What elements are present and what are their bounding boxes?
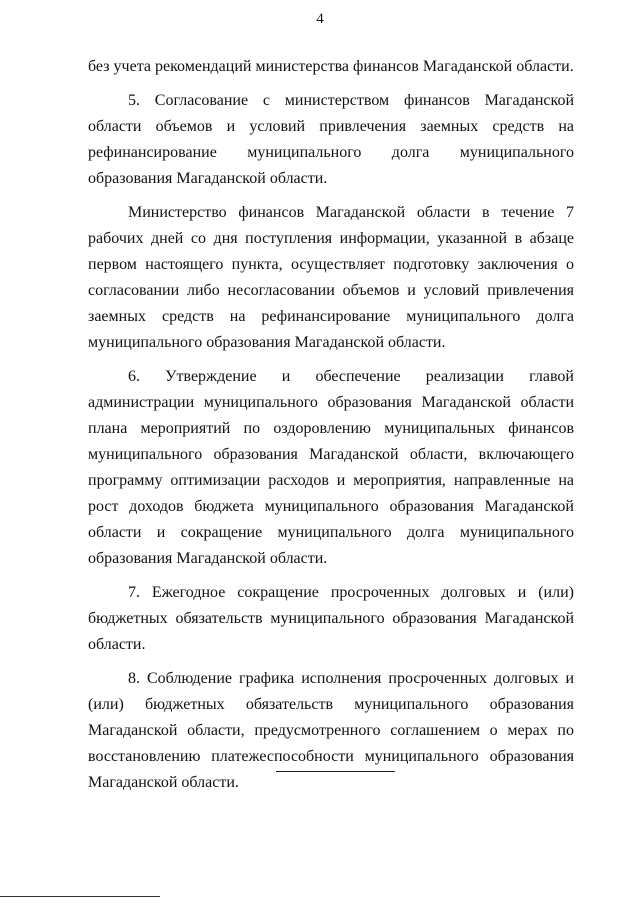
paragraph-item-5-detail: Министерство финансов Магаданской области в течение 7 рабочих дней со дня поступления информации, указанной в абзаце первом настоящего пункта, осуществляет подготовку заключения о согласовании либо несогласовании объемов и условий привлечения заемных средств на рефинансирование муниципального долга муниципального образования Магаданской области. [88,204,574,351]
paragraph-item-7: 7. Ежегодное сокращение просроченных долговых и (или) бюджетных обязательств муниципального образования Магаданской области. [88,584,574,653]
document-body [88,54,574,804]
paragraph-continuation: без учета рекомендаций министерства финансов Магаданской области. [88,58,574,75]
footer-divider [0,896,160,897]
paragraph-item-6: 6. Утверждение и обеспечение реализации главой администрации муниципального образования Магаданской области плана мероприятий по оздоровлению муниципальных финансов муниципального образования Магаданской области, включающего программу оптимизации расходов и мероприятия, направленные на рост доходов бюджета муниципального образования Магаданской области и сокращение муниципального долга муниципального образования Магаданской области. [88,368,574,567]
end-of-text-divider [276,771,395,772]
paragraph-item-5: 5. Согласование с министерством финансов Магаданской области объемов и условий привлечения заемных средств на рефинансирование муниципального долга муниципального образования Магаданской области. [88,92,574,187]
page-number: 4 [316,11,324,27]
paragraph-item-8: 8. Соблюдение графика исполнения просроченных долговых и (или) бюджетных обязательств муниципального образования Магаданской области, предусмотренного соглашением о мерах по восстановлению платежеспособности муниципального образования Магаданской области. [88,670,574,791]
